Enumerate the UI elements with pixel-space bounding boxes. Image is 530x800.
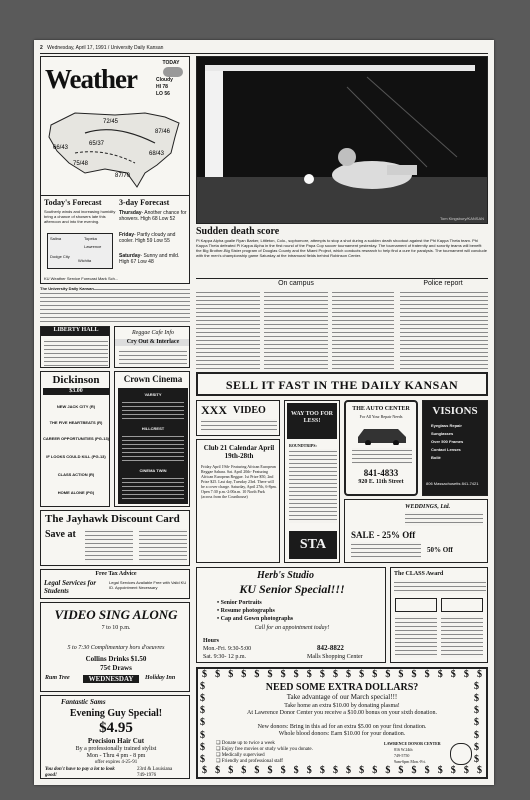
tax-title: Free Tax Advice [95,571,137,577]
three-day-title: 3-day Forecast [119,198,170,207]
dollar-sign: $ [424,765,430,776]
dickinson-movie-0: NEW JACK CITY (R) [56,404,96,409]
xxx-video-ad [196,400,280,436]
weather-divider [41,195,190,196]
dollar-sign: $ [267,669,273,680]
dollar-sign: $ [200,681,205,692]
dollar-sign: $ [474,705,479,717]
dollar-sign: $ [228,669,234,680]
liberty-hall-title: LIBERTY HALL [41,327,110,336]
dollar-sign: $ [293,669,299,680]
draws-special: 75¢ Draws [100,664,132,672]
dollar-sign: $ [474,753,479,765]
weather-box [40,56,190,284]
visions-addr: 806 Massachusetts 841-7421 [426,481,479,486]
dollar-sign: $ [385,669,391,680]
map-temp-4: 68/43 [149,151,165,157]
kansas-map [47,233,113,269]
crown-venue-2-text [122,476,184,500]
today-hi: HI 78 [156,84,168,90]
dickinson-movie-2: CAREER OPPORTUNITIES (PG-13) [43,436,110,441]
auto-addr: 920 E. 11th Street [358,479,404,485]
save-at: Save at [45,529,76,540]
weddings-ltd-ad [344,499,488,563]
club21-title: Club 21 Calendar April 19th-28th [203,444,275,460]
dickinson-theatres-ad [40,371,110,507]
city-salina: Salina [50,236,62,241]
dollar-sign: $ [228,765,234,776]
senior-item-0: • Senior Portraits [217,600,262,606]
roundtrips-label: ROUNDTRIPS: [289,443,317,448]
dollar-sign: $ [450,765,456,776]
section-rule [196,278,488,279]
dollar-sign: $ [346,765,352,776]
dollar-sign: $ [346,669,352,680]
rumtree-logo: Rum Tree [45,675,70,681]
car-icon [354,421,410,445]
haircut-hours: Mon - Thru 4 pm - 8 pm [86,753,146,759]
dollar-sign: $ [437,765,443,776]
crown-cinema-ad [114,371,190,507]
fares-list [289,449,337,523]
wednesday-badge: WEDNESDAY [83,675,139,683]
masthead-info-text [40,287,190,323]
holidome-logo: Holiday Inn [145,675,176,681]
dollar-sign: $ [241,669,247,680]
on-campus-title: On campus [278,280,314,287]
plasma-center: LAWRENCE DONOR CENTER [384,741,441,746]
visions-title: VISIONS [432,405,478,417]
dollar-sign: $ [359,669,365,680]
liberty-hall-text [44,339,108,366]
dickinson-movie-1: THE FIVE HEARTBEATS (R) [49,420,103,425]
wedding-addr [405,512,483,526]
dollar-sign: $ [474,741,479,753]
page-header [40,45,340,51]
plasma-addr: 816 W.24th [394,747,413,752]
map-temp-6: 87/70 [115,173,131,179]
crown-venue-1: HILLCREST [141,426,165,431]
herbs-phone: 842-8822 [317,644,344,652]
dollar-sign: $ [254,669,260,680]
hours-line-1: Sat. 9:30- 12 p.m. [203,654,246,660]
sell-it-fast-banner [196,372,488,396]
plasma-line-2: At Lawrence Donor Center you receive a $10.00 bonus on your sixth donation. [247,710,437,716]
club21-ad [196,439,280,563]
today-label: TODAY [162,60,180,66]
auto-center-ad [344,400,418,496]
plasma-hours: 9am-6pm Mon.-Fri. [394,759,426,764]
visions-item-0: Eyeglass Repair [431,423,462,428]
dollar-sign: $ [200,705,205,717]
class-award-box-2 [441,598,483,612]
haircut-slogan: You don't have to pay a lot to look good! [45,767,115,778]
police-report-title: Police report [423,280,463,287]
soccer-photo-image [197,57,488,224]
reggae-text [119,349,187,366]
forecast-title: Today's Forecast [44,198,102,207]
dollar-sign: $ [306,765,312,776]
on-campus-col-3 [332,290,394,370]
on-campus-col-2 [264,290,328,370]
plasma-donor-ad [196,667,488,779]
sell-it-fast-text: SELL IT FAST IN THE DAILY KANSAN [225,378,459,392]
map-temp-0: 72/45 [103,119,119,125]
weather-title: Weather [45,64,137,94]
senior-special-title: KU Senior Special!!! [239,582,345,596]
xxx-video-info [201,419,277,433]
liberty-hall-ad [40,326,110,368]
dollar-sign: $ [280,669,286,680]
video-time: 7 to 10 p.m. [101,625,131,631]
city-wichita: Wichita [78,258,92,263]
jayhawk-list-2 [139,529,187,563]
page-number: 2 [40,45,43,51]
haircut-expires: offer expires 4-25-91 [94,760,138,765]
map-temp-1: 87/46 [155,129,171,135]
dollar-sign: $ [332,765,338,776]
dickinson-movie-3: IF LOOKS COULD KILL (PG-13) [46,454,106,459]
legal-title: Legal Services for Students [44,579,97,595]
dollar-sign: $ [319,669,325,680]
dollar-sign: $ [476,669,482,680]
photo-title: Sudden death score [196,226,280,237]
dollar-sign: $ [332,669,338,680]
auto-title: THE AUTO CENTER [352,406,410,412]
day-friday: Friday- Partly cloudy and cooler. High 59 Low 55 [119,232,176,244]
senior-item-1: • Resume photographs [217,608,275,614]
cry-out-title: Cry Out & Interlace [115,339,190,346]
map-temp-3: 65/37 [89,141,105,147]
class-award-list-1 [395,616,437,658]
dateline: Wednesday, April 17, 1991 / University Daily Kansan [47,45,164,51]
dollar-sign: $ [241,765,247,776]
map-temp-2: 66/43 [53,145,69,151]
haircut-price: $4.95 [99,720,133,736]
photo-caption: Pi Kappa Alpha goalie Ryan Barker, Littleton, Colo., sophomore, attempts to stop a shot during a sudden death shootout against the Phi Kappa Theta team. Phi Kappa Theta defeated Pi Kappa Alpha in the first round of the Papa Cop soccer tournament yesterday. The tournament of fraternity and sorority teams will benefit the Big Brother-Big Sister program of Douglas County and the Miami Project, which conducts research to help find a cure for paralysis. The tournament will conclude with the men's championship game Saturday at the intramural fields behind Robinson Center. [196,238,487,258]
police-report-text [400,290,488,370]
dollar-sign: $ [202,669,207,680]
dollar-sign: $ [215,765,221,776]
plasma-sub: Take advantage of our March special!!! [286,693,398,701]
dollar-sign: $ [215,669,221,680]
day-saturday: Saturday- Sunny and mild. High 67 Low 48 [119,253,180,265]
today-cond: Cloudy [156,77,173,83]
plasma-line-1: Take home an extra $10.00 by donating plasma! [284,703,400,709]
dollar-sign: $ [319,765,325,776]
haircut-by: By a professionally trained stylist [75,746,157,752]
wedding-sale: SALE - 25% Off [351,530,416,540]
cloud-icon [163,67,183,77]
dickinson-movie-4: CLASS ACTION (R) [57,472,95,477]
dollar-border-top [198,669,486,681]
wedding-title: WEDDINGS, Ltd. [405,504,451,510]
dollar-sign: $ [359,765,365,776]
legal-services-ad [40,569,190,599]
plasma-line-3: New donors: Bring in this ad for an extra $5.00 on your first donation. [257,724,427,730]
visions-item-2: Over 500 Frames [431,439,464,444]
dollar-sign: $ [474,717,479,729]
dickinson-movie-5: HOME ALONE (PG) [57,490,95,495]
dollar-sign: $ [474,729,479,741]
crown-venue-1-text [122,434,184,462]
soccer-photo [196,56,488,224]
dollar-sign: $ [463,765,469,776]
dollar-sign: $ [385,765,391,776]
tax-text: Legal Services Available Free with Valid KU ID. Appointment Necessary [109,580,187,590]
dollar-sign: $ [280,765,286,776]
video-text: VIDEO [233,405,266,416]
dollar-sign: $ [200,753,205,765]
dollar-sign: $ [200,693,205,705]
class-award-title: The CLASS Award [394,571,444,577]
auto-services [352,448,412,464]
visions-ad [422,400,488,496]
wedding-items [351,542,421,560]
dollar-sign: $ [474,693,479,705]
dollar-sign: $ [372,765,378,776]
class-award-text [394,580,486,594]
dollar-sign: $ [476,765,482,776]
header-rule [40,53,488,54]
dollar-sign: $ [254,765,260,776]
us-weather-map [45,103,185,193]
visions-item-1: Sunglasses [431,431,454,436]
dollar-sign: $ [398,765,404,776]
dollar-sign: $ [200,717,205,729]
video-text: 5 to 7:30 Complimentary hors d'oeuvres [67,645,165,651]
crown-venue-0-text [122,400,184,420]
herbs-studio-ad [196,567,386,663]
dollar-sign: $ [267,765,273,776]
fantastic-sams-ad [40,695,190,779]
plasma-bullet-2: ❑ Medically supervised [216,753,265,758]
kansan-title: The University Daily Kansan [40,286,94,291]
way-too-title: WAY TOO FOR LESS! [287,403,337,439]
video-sing-title: VIDEO SING ALONG [54,607,178,622]
dickinson-price: $3.00 [43,388,109,395]
club21-text: Friday April 19th- Featuring African European Reggae Sahara. Sat. April 20th- Featuring African European Reggae. 1st Prize $50, 2nd Prize $25. Last day, Tuesday 23rd. There will be a cover charge. Saturday, April 27th, 6-8pm. Open 7:30 p.m.-2:00a.m. 10 North Park (across from the Courthouse) [201,464,277,499]
day-thursday: Thursday- Another chance for showers. High 68 Low 52 [119,210,187,222]
dollar-sign: $ [463,669,469,680]
herbs-addr: Malls Shopping Center [307,654,363,660]
class-award-box-1 [395,598,437,612]
dollar-sign: $ [202,765,207,776]
nabi-seal-icon [450,743,472,765]
dollar-sign: $ [411,669,417,680]
visions-item-3: Contact Lenses [431,447,461,452]
sta-travel-ad [284,400,340,563]
visions-item-4: Bollé [431,455,441,460]
dollar-sign: $ [411,765,417,776]
dollar-sign: $ [306,669,312,680]
dollar-sign: $ [200,729,205,741]
crown-venue-2: CINEMA TWIN [139,468,167,473]
auto-phone: 841-4833 [363,468,399,478]
dollar-border-right [474,681,484,765]
city-dodge: Dodge City [50,254,70,259]
crown-title: Crown Cinema [123,374,183,384]
photo-credit: Tom Kingsbury/KANSAN [439,216,484,221]
jayhawk-title: The Jayhawk Discount Card [45,513,180,525]
jayhawk-list-1 [85,529,133,563]
on-campus-col-1 [196,290,260,370]
reggae-title: Reggae Cafe Info [132,330,174,336]
weather-credit: KU Weather Service Forecast Mark Sch... [44,276,119,281]
today-lo: LO 56 [156,91,170,97]
city-lawrence: Lawrence [84,244,102,249]
plasma-bullet-0: ❑ Donate up to twice a week [216,741,275,746]
dollar-sign: $ [437,669,443,680]
forecast-text: Southerly winds and increasing humidity bring a chance of showers late this afternoon and into the evening. [44,209,116,224]
dickinson-title: Dickinson [52,374,100,386]
dollar-sign: $ [200,741,205,753]
class-award-ad [390,567,488,663]
video-sing-along-ad [40,602,190,692]
plasma-line-4: Whole blood donors: Earn $10.00 for your donation. [278,731,406,737]
dollar-border-bottom [198,765,486,777]
dollar-border-left [200,681,210,765]
hours-line-0: Mon.-Fri. 9:30-5:00 [203,646,252,652]
herbs-logo: Herb's Studio [257,570,314,581]
crown-venue-0: VARSITY [144,392,162,397]
xxx-text: XXX [201,403,227,417]
dollar-sign: $ [424,669,430,680]
reggae-cafe-ad [114,326,190,368]
jayhawk-discount-ad [40,510,190,566]
dollar-sign: $ [450,669,456,680]
senior-item-2: • Cap and Gown photographs [217,616,294,622]
newspaper-page [34,40,494,785]
class-award-list-2 [441,616,483,658]
crown-listing [118,388,188,504]
wedding-off: 50% Off [427,546,453,554]
evening-special-title: Evening Guy Special! [69,708,163,719]
plasma-bullet-1: ❑ Enjoy free movies or study while you donate. [216,747,313,752]
dollar-sign: $ [293,765,299,776]
collins-special: Collins Drinks $1.50 [85,655,147,663]
senior-call: Call for an appointment today! [254,625,330,631]
plasma-title: NEED SOME EXTRA DOLLARS? [265,682,419,693]
haircut-phone: 749-1976 [137,773,157,778]
dollar-sign: $ [474,681,479,692]
hours-label: Hours [203,638,220,644]
haircut-title: Precision Hair Cut [87,737,145,745]
dollar-sign: $ [372,669,378,680]
haircut-addr: 23rd & Louisiana [137,767,173,772]
auto-sub: For All Your Repair Needs [359,414,403,419]
map-temp-5: 75/48 [73,161,89,167]
fantastic-sams-logo: Fantastic Sams [61,698,106,706]
sta-logo: STA [289,531,337,559]
plasma-phone: 749-5750 [394,753,410,758]
plasma-bullet-3: ❑ Friendly and professional staff [216,759,283,764]
city-topeka: Topeka [84,236,97,241]
dollar-sign: $ [398,669,404,680]
